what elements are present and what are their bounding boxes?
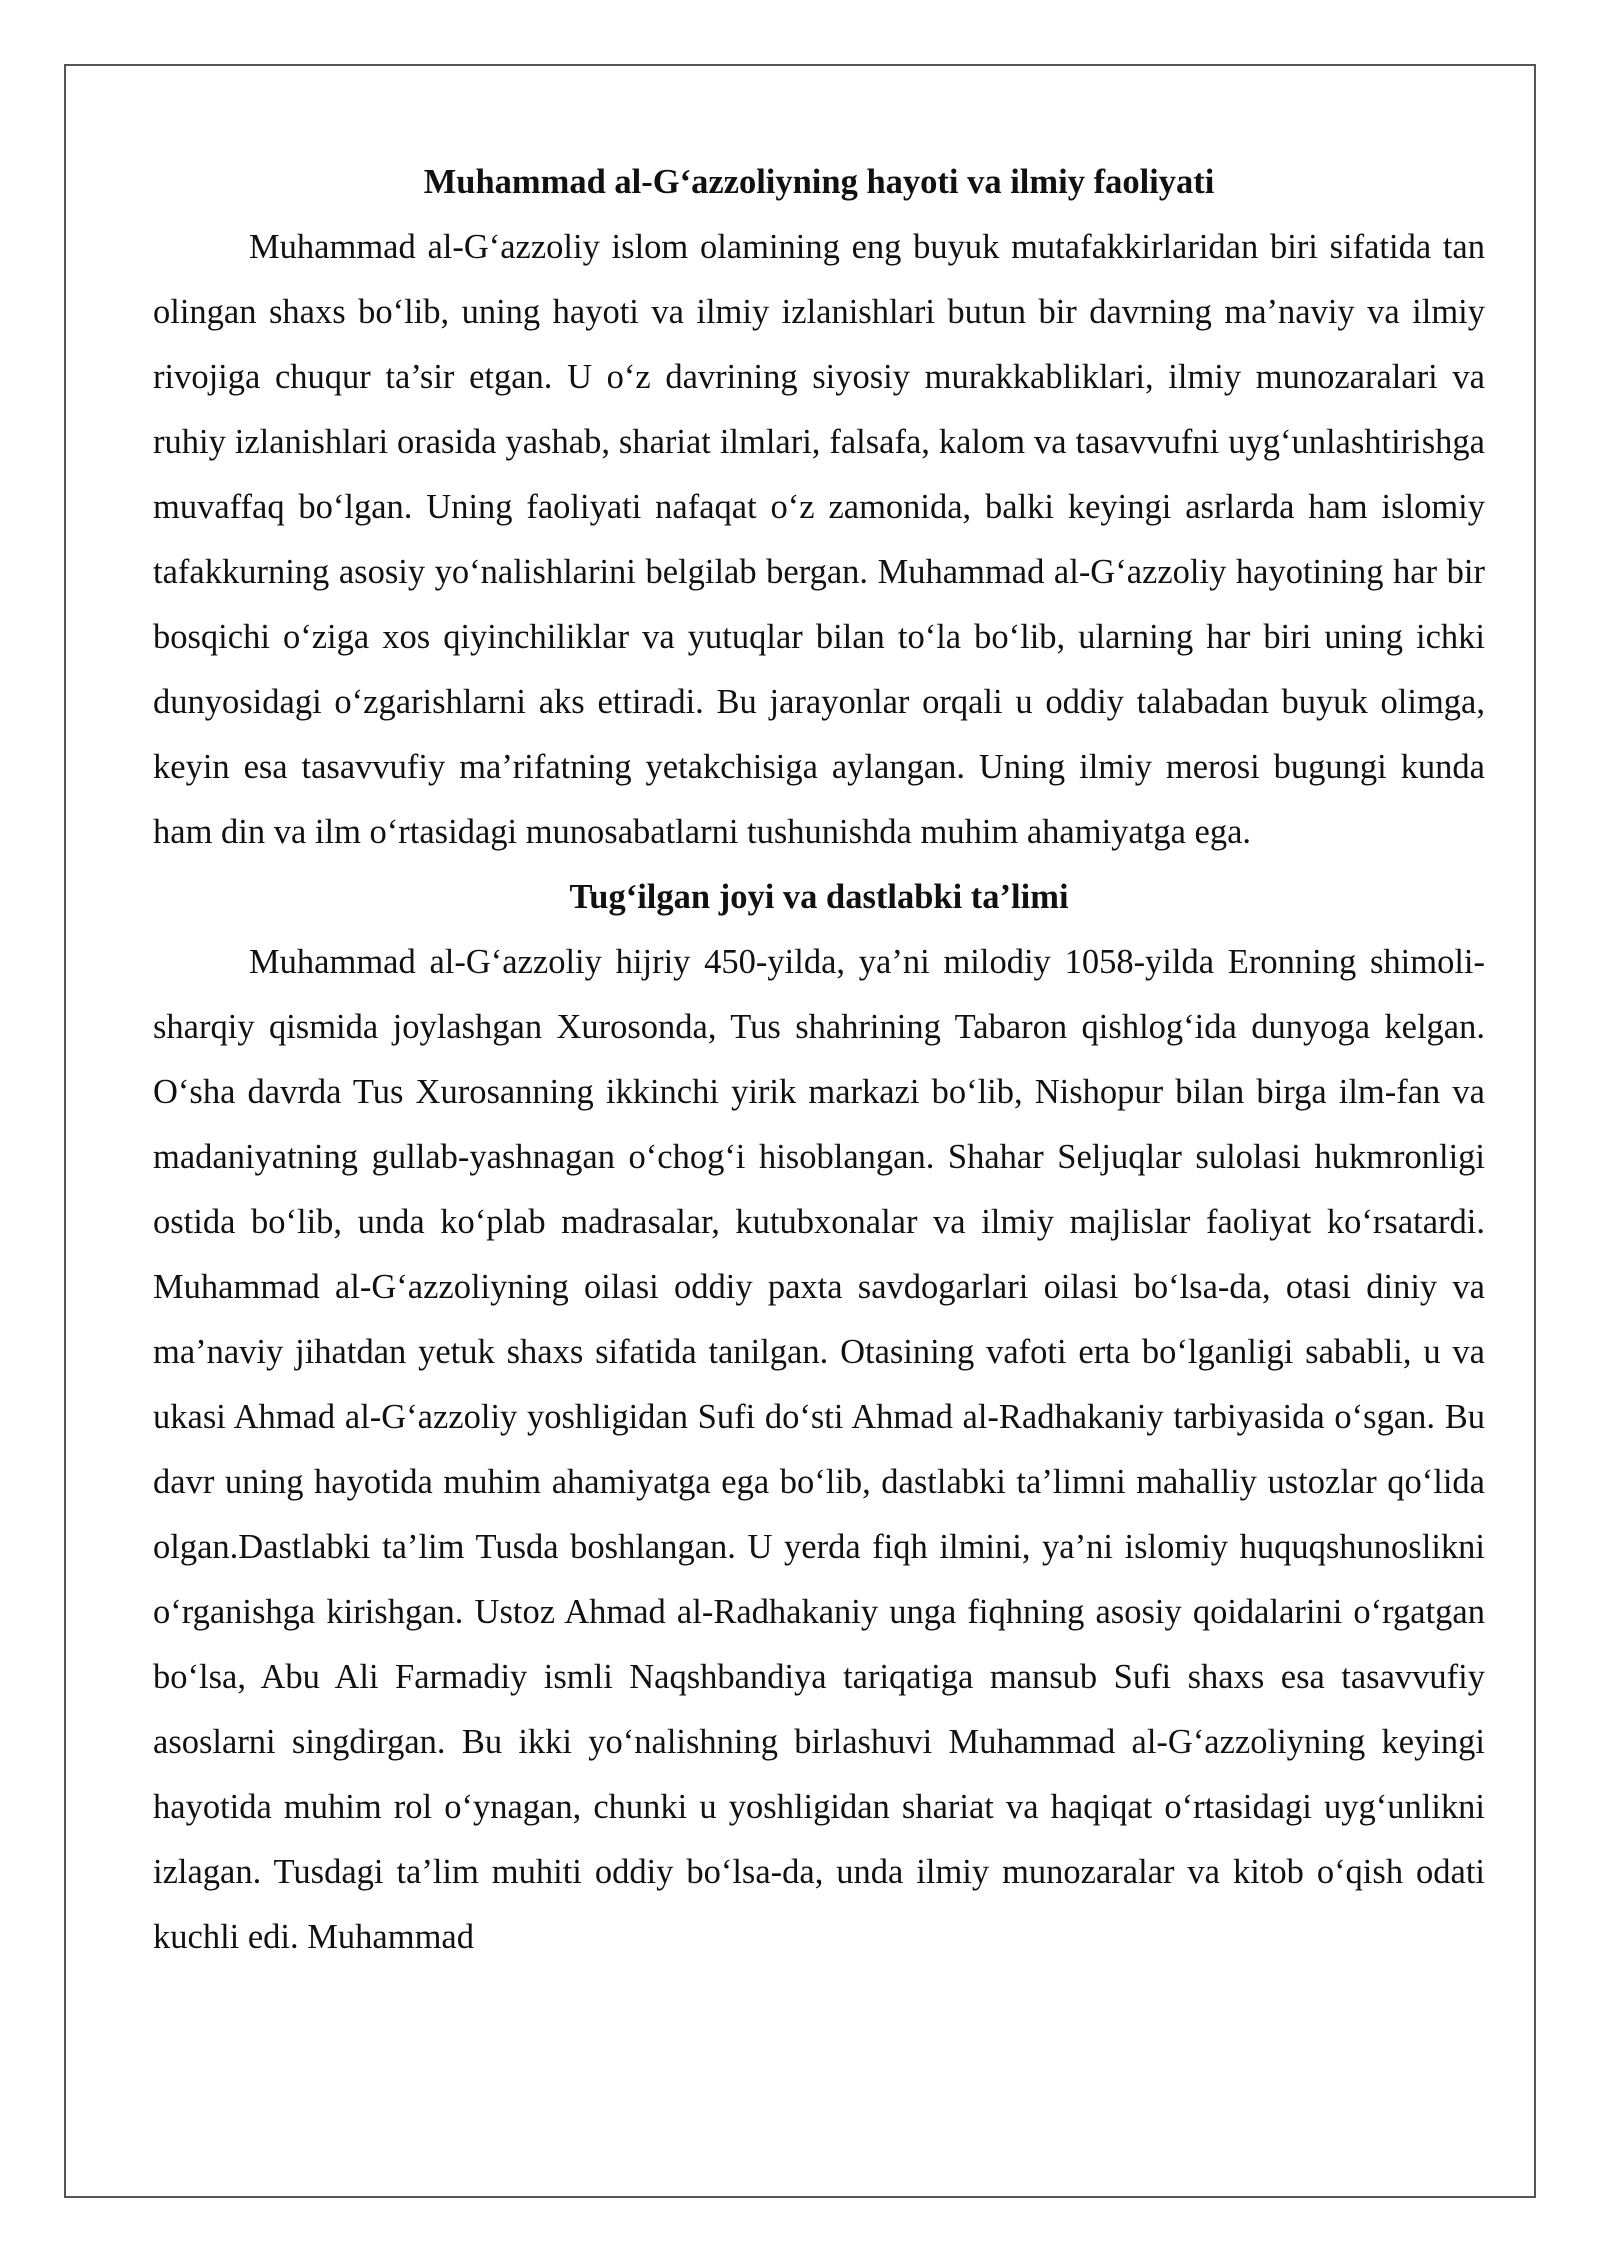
document-body <box>153 150 1485 1970</box>
document-title: Muhammad al-G‘azzoliyning hayoti va ilmiy faoliyati <box>423 163 1215 201</box>
section-heading: Tug‘ilgan joyi va dastlabki ta’limi <box>569 878 1069 916</box>
section-paragraph: Muhammad al-G‘azzoliy hijriy 450-yilda, ya’ni milodiy 1058-yilda Eronning shimoli-sharqiy qismida joylashgan Xurosonda, Tus shahrining Tabaron qishlog‘ida dunyoga kelgan. O‘sha davrda Tus Xurosanning ikkinchi yirik markazi bo‘lib, Nishopur bilan birga ilm-fan va madaniyatning gullab-yashnagan o‘chog‘i hisoblangan. Shahar Seljuqlar sulolasi hukmronligi ostida bo‘lib, unda ko‘plab madrasalar, kutubxonalar va ilmiy majlislar faoliyat ko‘rsatardi. Muhammad al-G‘azzoliyning oilasi oddiy paxta savdogarlari oilasi bo‘lsa-da, otasi diniy va ma’naviy jihatdan yetuk shaxs sifatida tanilgan. Otasining vafoti erta bo‘lganligi sababli, u va ukasi Ahmad al-G‘azzoliy yoshligidan Sufi do‘sti Ahmad al-Radhakaniy tarbiyasida o‘sgan. Bu davr uning hayotida muhim ahamiyatga ega bo‘lib, dastlabki ta’limni mahalliy ustozlar qo‘lida olgan.Dastlabki ta’lim Tusda boshlangan. U yerda fiqh ilmini, ya’ni islomiy huquqshunoslikni o‘rganishga kirishgan. Ustoz Ahmad al-Radhakaniy unga fiqhning asosiy qoidalarini o‘rgatgan bo‘lsa, Abu Ali Farmadiy ismli Naqshbandiya tariqatiga mansub Sufi shaxs esa tasavvufiy asoslarni singdirgan. Bu ikki yo‘nalishning birlashuvi Muhammad al-G‘azzoliyning keyingi hayotida muhim rol o‘ynagan, chunki u yoshligidan shariat va haqiqat o‘rtasidagi uyg‘unlikni izlagan. Tusdagi ta’lim muhiti oddiy bo‘lsa-da, unda ilmiy munozaralar va kitob o‘qish odati kuchli edi. Muhammad <box>153 943 1485 1956</box>
intro-paragraph: Muhammad al-G‘azzoliy islom olamining eng buyuk mutafakkirlaridan biri sifatida tan olingan shaxs bo‘lib, uning hayoti va ilmiy izlanishlari butun bir davrning ma’naviy va ilmiy rivojiga chuqur ta’sir etgan. U o‘z davrining siyosiy murakkabliklari, ilmiy munozaralari va ruhiy izlanishlari orasida yashab, shariat ilmlari, falsafa, kalom va tasavvufni uyg‘unlashtirishga muvaffaq bo‘lgan. Uning faoliyati nafaqat o‘z zamonida, balki keyingi asrlarda ham islomiy tafakkurning asosiy yo‘nalishlarini belgilab bergan. Muhammad al-G‘azzoliy hayotining har bir bosqichi o‘ziga xos qiyinchiliklar va yutuqlar bilan to‘la bo‘lib, ularning har biri uning ichki dunyosidagi o‘zgarishlarni aks ettiradi. Bu jarayonlar orqali u oddiy talabadan buyuk olimga, keyin esa tasavvufiy ma’rifatning yetakchisiga aylangan. Uning ilmiy merosi bugungi kunda ham din va ilm o‘rtasidagi munosabatlarni tushunishda muhim ahamiyatga ega. <box>153 228 1485 851</box>
